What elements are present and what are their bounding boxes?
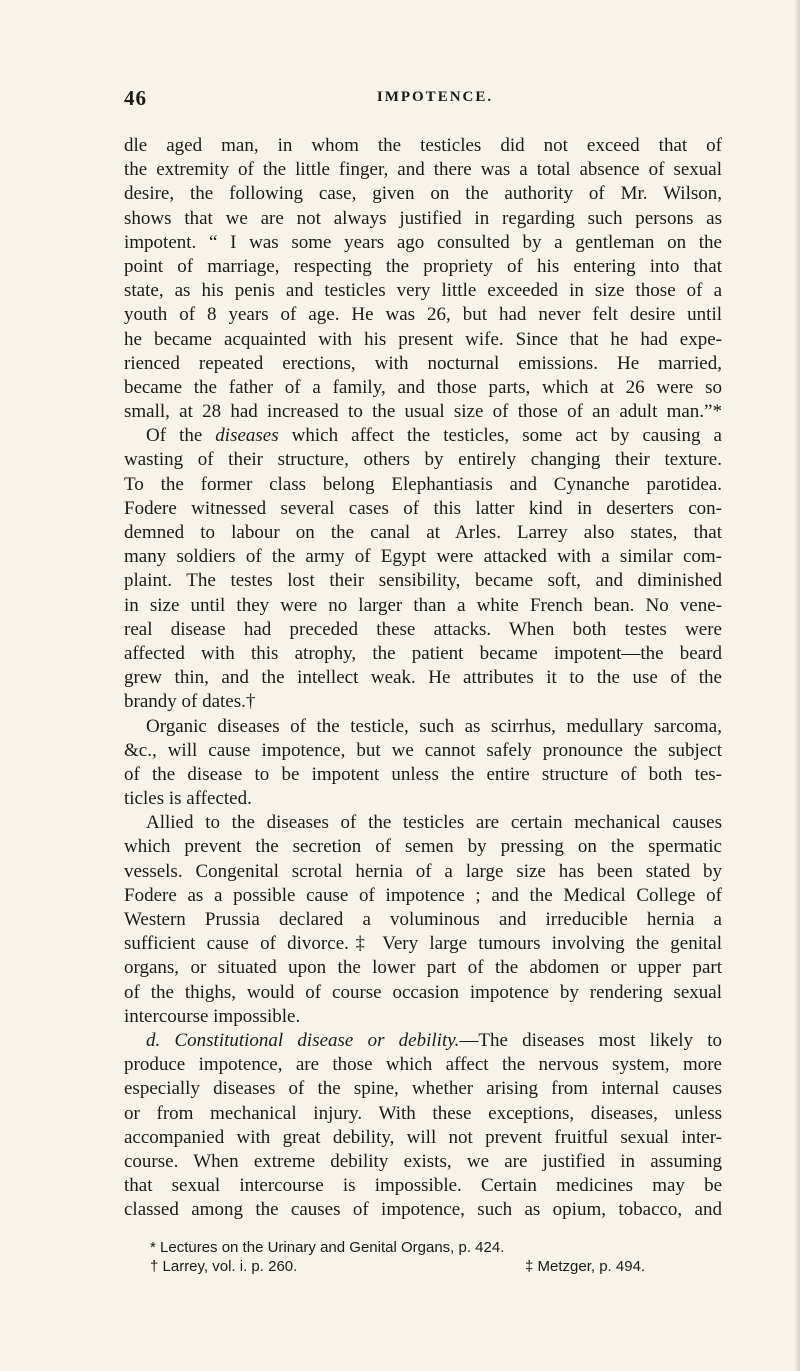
text-line: Fodere as a possible cause of impotence ; and the Medical College of (124, 884, 722, 906)
footnote-row (150, 1257, 710, 1276)
text-line: Fodere witnessed several cases of this latter kind in deserters con- (124, 497, 722, 519)
text-line: Allied to the diseases of the testicles are certain mechanical causes (146, 812, 722, 834)
section-heading-line (124, 1029, 722, 1053)
text-line: of the disease to be impotent unless the entire structure of both tes- (124, 763, 722, 785)
text-line-diseases (124, 424, 722, 448)
text-line: or from mechanical injury. With these exceptions, diseases, unless (124, 1102, 722, 1124)
line-part: —The diseases most likely to (459, 1029, 722, 1051)
text-line: intercourse impossible. (124, 1005, 301, 1027)
text-line: dle aged man, in whom the testicles did not exceed that of (124, 135, 722, 156)
text-line: sufficient cause of divorce.‡ Very large tumours involving the genital (124, 933, 722, 955)
page-header (124, 86, 722, 116)
text-line: rienced repeated erections, with nocturnal emissions. He married, (124, 352, 722, 374)
text-line: course. When extreme debility exists, we are justified in assuming (124, 1150, 722, 1172)
text-line: of the thighs, would of course occasion impotence by rendering sexual (124, 981, 722, 1003)
line-part: Of the (146, 425, 216, 447)
text-line: ticles is affected. (124, 788, 252, 810)
text-line: Organic diseases of the testicle, such as scirrhus, medullary sarcoma, (146, 715, 722, 737)
page-number: 46 (124, 86, 147, 110)
section-letter: d. (146, 1029, 161, 1051)
text-line: in size until they were no larger than a white French bean. No vene- (124, 594, 722, 616)
text-line: brandy of dates.† (124, 691, 256, 713)
footnotes (150, 1238, 710, 1276)
text-line: wasting of their structure, others by entirely changing their texture. (124, 449, 722, 471)
text-line: state, as his penis and testicles very little exceeded in size those of a (124, 280, 722, 302)
text-line: youth of 8 years of age. He was 26, but had never felt desire until (124, 304, 722, 326)
text-line: organs, or situated upon the lower part of the abdomen or upper part (124, 957, 722, 979)
text-line: demned to labour on the canal at Arles. Larrey also states, that (124, 522, 722, 543)
text-line: classed among the causes of impotence, such as opium, tobacco, and (124, 1199, 722, 1221)
text-line: shows that we are not always justified in regarding such persons as (124, 207, 722, 229)
text-line: To the former class belong Elephantiasis and Cynanche parotidea. (124, 473, 722, 495)
text-line: vessels. Congenital scrotal hernia of a large size has been stated by (124, 860, 722, 882)
text-line: he became acquainted with his present wife. Since that he had expe- (124, 328, 722, 350)
text-line: grew thin, and the intellect weak. He attributes it to the use of the (124, 667, 722, 689)
text-line: the extremity of the little finger, and there was a total absence of sexual (124, 159, 722, 181)
text-line: real disease had preceded these attacks. When both testes were (124, 618, 722, 640)
text-line: plaint. The testes lost their sensibility, became soft, and diminished (124, 570, 722, 592)
text-line: which prevent the secretion of semen by pressing on the spermatic (124, 836, 722, 858)
diseases-emphasis: diseases (215, 425, 279, 447)
text-line: especially diseases of the spine, whether arising from internal causes (124, 1078, 722, 1100)
footnote-star: * Lectures on the Urinary and Genital Organs, p. 424. (150, 1239, 505, 1256)
footnote-double-dagger: ‡ Metzger, p. 494. (525, 1258, 646, 1275)
text-line: produce impotence, are those which affect the nervous system, more (124, 1054, 722, 1076)
text-line: many soldiers of the army of Egypt were attacked with a similar com- (124, 546, 722, 568)
footnote-dagger: † Larrey, vol. i. p. 260. (150, 1258, 298, 1275)
text-line: desire, the following case, given on the authority of Mr. Wilson, (124, 183, 722, 205)
text-line: impotent. “ I was some years ago consulted by a gentleman on the (124, 231, 722, 253)
text-line: small, at 28 had increased to the usual size of those of an adult man.”* (124, 401, 722, 423)
text-line: Western Prussia declared a voluminous and irreducible hernia a (124, 909, 722, 930)
line-part: which affect the testicles, some act by causing a (278, 425, 722, 447)
page-edge-shadow (794, 0, 800, 1371)
text-line: &c., will cause impotence, but we cannot safely pronounce the subject (124, 739, 722, 761)
text-line: point of marriage, respecting the propriety of his entering into that (124, 255, 722, 277)
text-line: affected with this atrophy, the patient became impotent—the beard (124, 642, 722, 664)
section-title: Constitutional disease or debility. (174, 1029, 460, 1051)
text-line: accompanied with great debility, will not prevent fruitful sexual inter- (124, 1126, 722, 1148)
running-head: IMPOTENCE. (376, 89, 494, 105)
body-text (124, 134, 722, 1247)
text-line: that sexual intercourse is impossible. Certain medicines may be (124, 1175, 722, 1197)
text-line: became the father of a family, and those parts, which at 26 were so (124, 376, 722, 398)
